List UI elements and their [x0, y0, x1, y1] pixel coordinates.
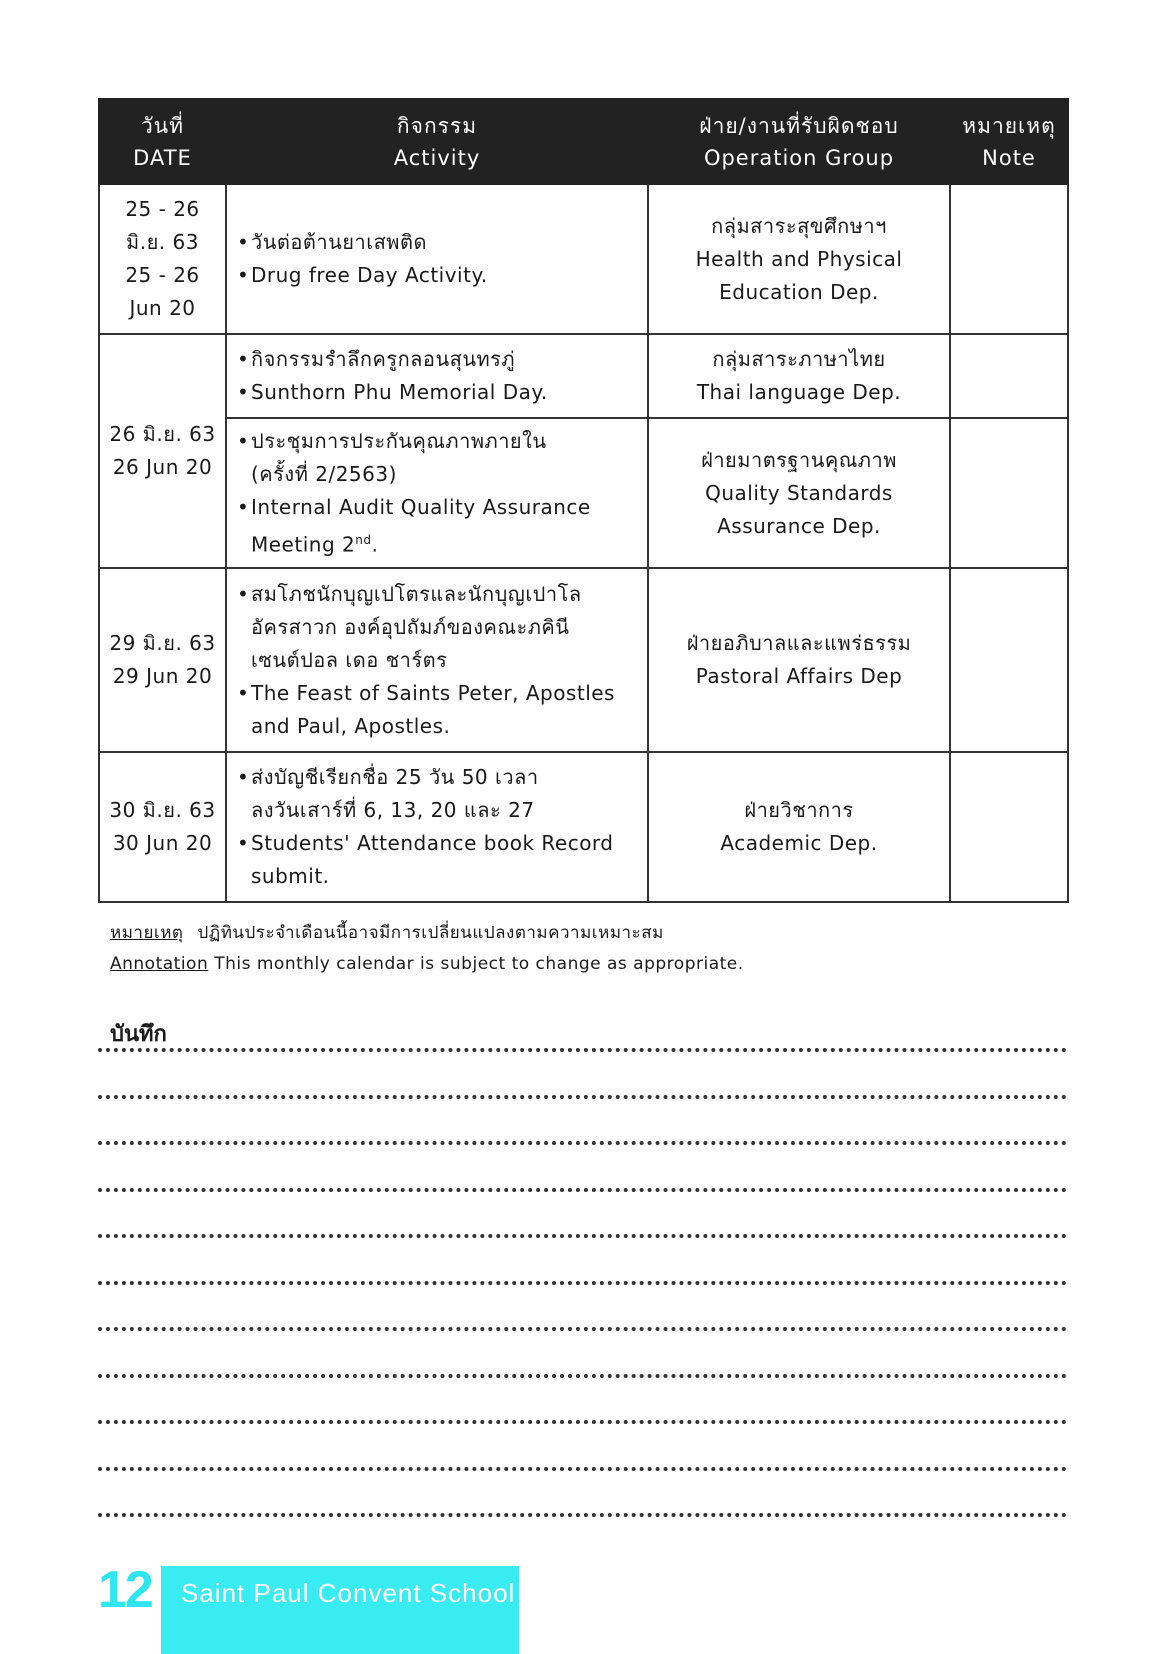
annotation-english: Annotation This monthly calendar is subject to change as appropriate. [110, 954, 744, 974]
activity-item: • Internal Audit Quality Assurance Meeting 2nd. [237, 491, 639, 562]
memo-line [98, 1234, 1067, 1238]
memo-line [98, 1420, 1067, 1424]
activity-item: • Drug free Day Activity. [237, 259, 639, 292]
activity-cell [226, 334, 648, 418]
memo-line [98, 1513, 1067, 1517]
page-number: 12 [98, 1561, 152, 1619]
note-cell [950, 184, 1068, 334]
activity-cell [226, 418, 648, 568]
memo-line [98, 1048, 1067, 1052]
date-cell: 30 มิ.ย. 63 30 Jun 20 [99, 752, 226, 902]
footer-banner [161, 1566, 519, 1654]
table-row [99, 752, 1068, 902]
date-cell: 26 มิ.ย. 63 26 Jun 20 [99, 334, 226, 568]
memo-line [98, 1374, 1067, 1378]
activity-item: • ส่งบัญชีเรียกชื่อ 25 วัน 50 เวลา ลงวันเสาร์ที่ 6, 13, 20 และ 27 [237, 761, 639, 827]
table-row [99, 418, 1068, 568]
school-name: Saint Paul Convent School [181, 1578, 516, 1608]
table-row [99, 568, 1068, 752]
annotation-thai: หมายเหตุ ปฏิทินประจำเดือนนี้อาจมีการเปลี่ยนแปลงตามความเหมาะสม [110, 923, 664, 943]
memo-line [98, 1281, 1067, 1285]
table-row [99, 184, 1068, 334]
header-note: หมายเหตุ Note [950, 99, 1068, 184]
group-cell: ฝ่ายอภิบาลและแพร่ธรรม Pastoral Affairs Dep [648, 568, 950, 752]
table-header-row [99, 99, 1068, 184]
date-cell: 29 มิ.ย. 63 29 Jun 20 [99, 568, 226, 752]
activity-item: • The Feast of Saints Peter, Apostles and Paul, Apostles. [237, 677, 639, 743]
note-cell [950, 568, 1068, 752]
note-cell [950, 334, 1068, 418]
activity-item: • Sunthorn Phu Memorial Day. [237, 376, 639, 409]
group-cell: กลุ่มสาระสุขศึกษาฯ Health and Physical Education Dep. [648, 184, 950, 334]
memo-line [98, 1467, 1067, 1471]
date-cell: 25 - 26 มิ.ย. 63 25 - 26 Jun 20 [99, 184, 226, 334]
activity-cell [226, 568, 648, 752]
note-cell [950, 752, 1068, 902]
activity-item: • Students' Attendance book Record submit. [237, 827, 639, 893]
header-activity: กิจกรรม Activity [226, 99, 648, 184]
annotation-block [110, 918, 744, 980]
memo-title: บันทึก [110, 1022, 167, 1047]
memo-line [98, 1095, 1067, 1099]
group-cell: ฝ่ายวิชาการ Academic Dep. [648, 752, 950, 902]
header-date: วันที่ DATE [99, 99, 226, 184]
table-row [99, 334, 1068, 418]
calendar-table [98, 98, 1069, 903]
activity-item: • ประชุมการประกันคุณภาพภายใน (ครั้งที่ 2/2563) [237, 425, 639, 491]
header-group: ฝ่าย/งานที่รับผิดชอบ Operation Group [648, 99, 950, 184]
activity-item: • สมโภชนักบุญเปโตรและนักบุญเปาโล อัครสาวก องค์อุปถัมภ์ของคณะภคินี เซนต์ปอล เดอ ชาร์ตร [237, 578, 639, 677]
group-cell: ฝ่ายมาตรฐานคุณภาพ Quality Standards Assurance Dep. [648, 418, 950, 568]
activity-cell [226, 752, 648, 902]
activity-item: • วันต่อต้านยาเสพติด [237, 226, 639, 259]
memo-line [98, 1188, 1067, 1192]
group-cell: กลุ่มสาระภาษาไทย Thai language Dep. [648, 334, 950, 418]
memo-line [98, 1327, 1067, 1331]
activity-cell [226, 184, 648, 334]
note-cell [950, 418, 1068, 568]
activity-item: • กิจกรรมรำลึกครูกลอนสุนทรภู่ [237, 343, 639, 376]
ordinal-superscript: nd [355, 532, 372, 547]
memo-line [98, 1141, 1067, 1145]
